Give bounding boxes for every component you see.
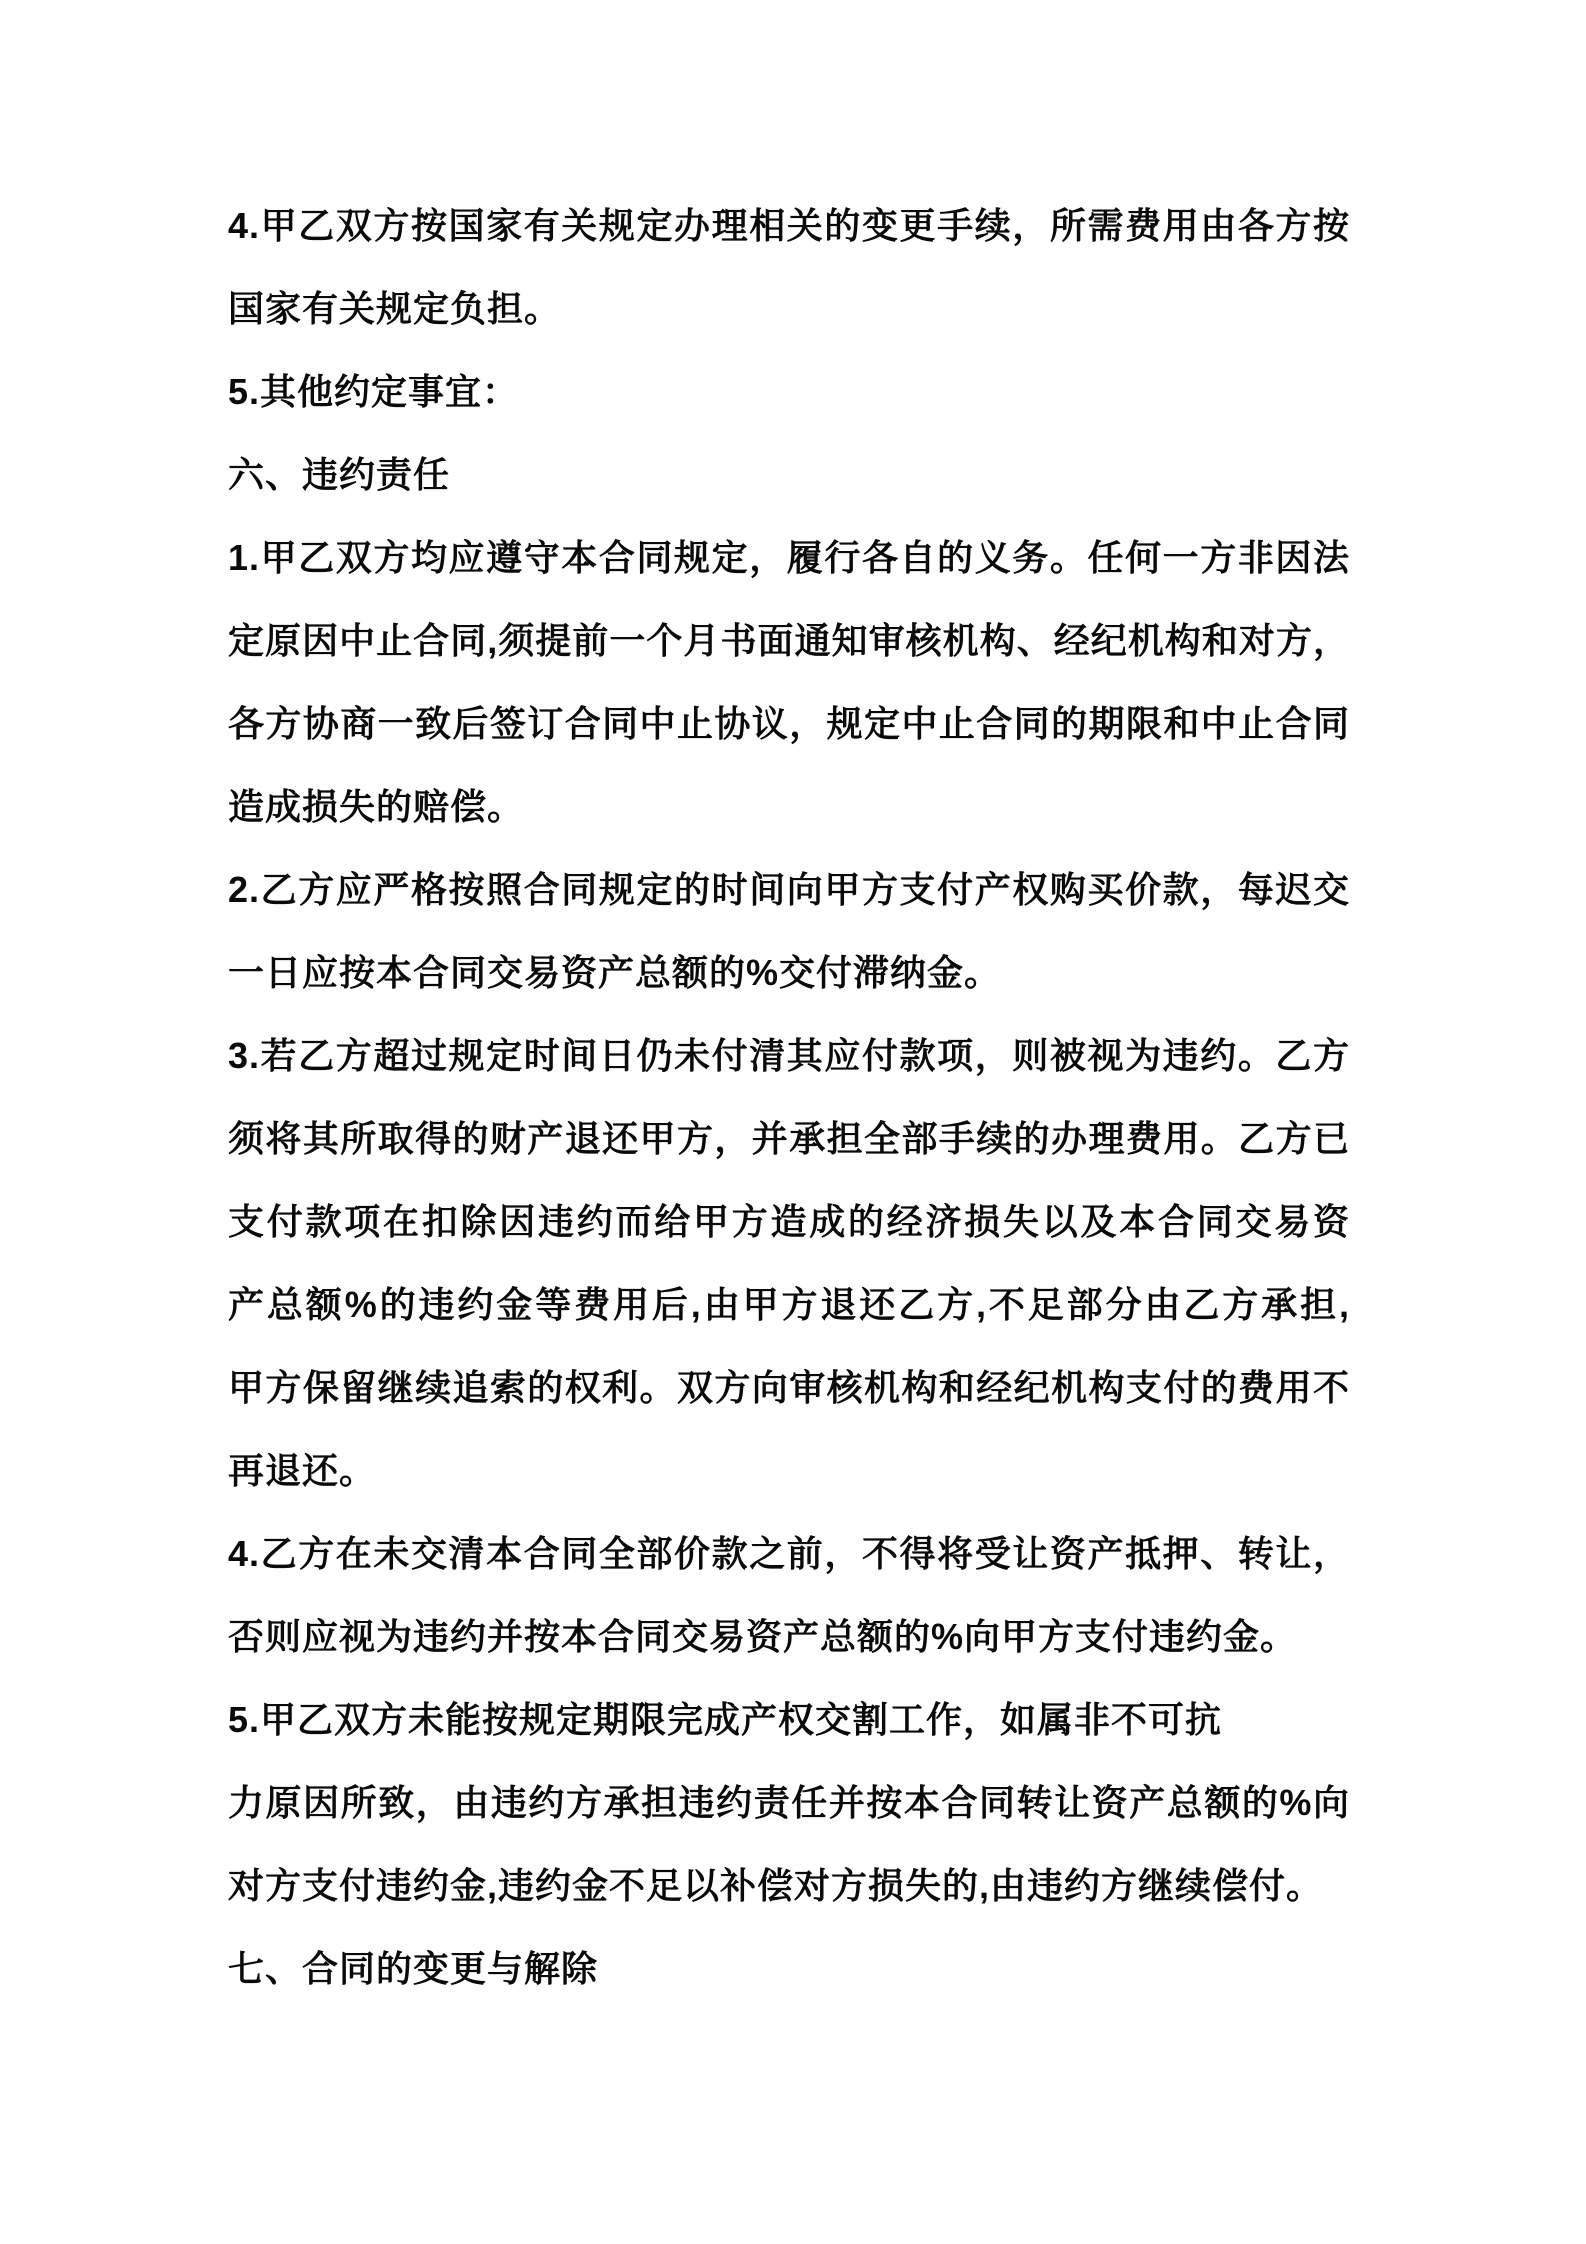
text-line: 造成损失的赔偿。 (228, 786, 525, 827)
text-line: 再退还。 (228, 1450, 377, 1491)
text-line: 须将其所取得的财产退还甲方，并承担全部手续的办理费用。乙方已 (228, 1118, 1350, 1159)
section-heading: 七、合同的变更与解除 (228, 1948, 599, 1989)
text-line: 支付款项在扣除因违约而给甲方造成的经济损失以及本合同交易资 (228, 1201, 1350, 1242)
text-line: 4.甲乙双方按国家有关规定办理相关的变更手续，所需费用由各方按 (228, 205, 1350, 246)
text-line: 5.其他约定事宜： (228, 371, 520, 412)
section-heading: 六、违约责任 (228, 454, 451, 495)
text-line: 2.乙方应严格按照合同规定的时间向甲方支付产权购买价款，每迟交 (228, 869, 1350, 910)
text-line: 甲方保留继续追索的权利。双方向审核机构和经纪机构支付的费用不 (228, 1367, 1350, 1408)
text-line: 产总额%的违约金等费用后,由甲方退还乙方,不足部分由乙方承担, (228, 1284, 1350, 1325)
text-line: 5.甲乙双方未能按规定期限完成产权交割工作，如属非不可抗 (228, 1699, 1223, 1740)
text-line: 一日应按本合同交易资产总额的%交付滞纳金。 (228, 952, 1002, 993)
text-line: 1.甲乙双方均应遵守本合同规定，履行各自的义务。任何一方非因法 (228, 537, 1350, 578)
text-line: 4.乙方在未交清本合同全部价款之前，不得将受让资产抵押、转让， (228, 1533, 1350, 1574)
text-line: 3.若乙方超过规定时间日仍未付清其应付款项，则被视为违约。乙方 (228, 1035, 1350, 1076)
contract-text-block (228, 184, 1350, 2010)
text-line: 力原因所致，由违约方承担违约责任并按本合同转让资产总额的%向 (228, 1782, 1350, 1823)
text-line: 定原因中止合同,须提前一个月书面通知审核机构、经纪机构和对方， (228, 620, 1350, 661)
text-line: 各方协商一致后签订合同中止协议，规定中止合同的期限和中止合同 (228, 703, 1350, 744)
text-line: 国家有关规定负担。 (228, 288, 562, 329)
text-line: 否则应视为违约并按本合同交易资产总额的%向甲方支付违约金。 (228, 1616, 1298, 1657)
text-line: 对方支付违约金,违约金不足以补偿对方损失的,由违约方继续偿付。 (228, 1865, 1324, 1906)
